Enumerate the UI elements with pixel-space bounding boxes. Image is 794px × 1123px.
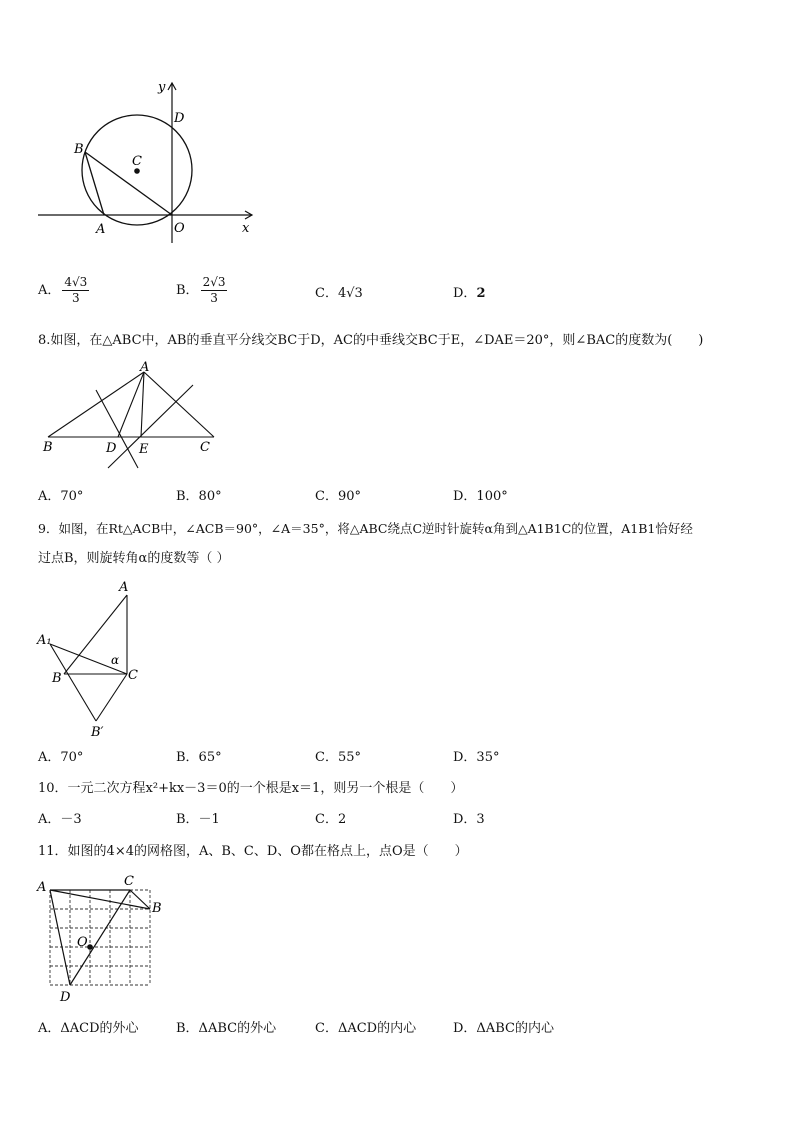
q9-figure: [32, 578, 152, 743]
perp-bisector-ac: [108, 385, 193, 468]
segment-ac: [144, 372, 214, 437]
label-d: D: [106, 441, 117, 456]
q11-option-b[interactable]: B．ΔABC的外心: [176, 1021, 277, 1036]
fraction: [62, 275, 89, 306]
q9-stem-line1: 9．如图，在Rt△ACB中，∠ACB＝90°，∠A＝35°，将△ABC绕点C逆时针旋转α角到△A1B1C的位置，A1B1恰好经: [38, 521, 693, 536]
q8-stem: 8.如图，在△ABC中，AB的垂直平分线交BC于D，AC的中垂线交BC于E，∠DAE＝20°，则∠BAC的度数为( ): [38, 333, 704, 348]
q9-option-c[interactable]: C．55°: [315, 750, 361, 765]
fraction: [201, 275, 228, 306]
segment-ae: [141, 372, 144, 437]
q11-figure: [32, 872, 172, 1007]
numerator: 2√3: [202, 275, 226, 289]
q9-option-b[interactable]: B．65°: [176, 750, 222, 765]
label-d: D: [174, 111, 185, 126]
q8-option-a[interactable]: A．70°: [38, 489, 84, 504]
option-value: 4√3: [337, 286, 363, 301]
option-letter: C．: [315, 286, 338, 301]
denominator: 3: [210, 291, 218, 305]
center-point-c: [134, 168, 140, 174]
q11-option-c[interactable]: C．ΔACD的内心: [315, 1021, 417, 1036]
label-a: A: [140, 360, 150, 375]
q11-option-d[interactable]: D．ΔABC的内心: [453, 1021, 554, 1036]
q10-option-b[interactable]: B．－1: [176, 812, 220, 827]
label-c: C: [200, 440, 210, 455]
q7-option-a[interactable]: [38, 275, 89, 306]
label-y: y: [158, 80, 166, 95]
q10-option-c[interactable]: C．2: [315, 812, 347, 827]
q9-option-a[interactable]: A．70°: [38, 750, 84, 765]
option-value: 2: [476, 286, 486, 301]
label-d: D: [60, 990, 71, 1005]
label-e: E: [139, 442, 149, 457]
q7-figure: [30, 75, 270, 245]
label-o: O: [174, 221, 185, 236]
label-b: B: [74, 142, 84, 157]
segment-ab: [48, 372, 144, 437]
denominator: 3: [72, 291, 80, 305]
q8-option-d[interactable]: D．100°: [453, 489, 508, 504]
label-a: A: [37, 880, 47, 895]
option-letter: A．: [38, 283, 61, 298]
label-a: A: [119, 580, 129, 595]
q8-option-c[interactable]: C．90°: [315, 489, 361, 504]
q9-option-d[interactable]: D．35°: [453, 750, 500, 765]
q10-option-a[interactable]: A．－3: [38, 812, 82, 827]
q9-stem-line2: 过点B，则旋转角α的度数等（ ）: [38, 551, 230, 566]
label-b1: B′: [91, 725, 104, 740]
label-alpha: α: [111, 653, 120, 667]
label-b: B: [152, 901, 162, 916]
label-b: B: [43, 440, 53, 455]
q7-option-b[interactable]: [176, 275, 227, 306]
label-o: O: [77, 935, 88, 950]
q11-stem: 11．如图的4×4的网格图，A、B、C、D、O都在格点上，点O是（ ）: [38, 844, 468, 859]
label-c: C: [124, 874, 134, 889]
q7-option-d[interactable]: [453, 285, 485, 303]
q11-option-a[interactable]: A．ΔACD的外心: [38, 1021, 139, 1036]
numerator: 4√3: [64, 275, 88, 289]
option-letter: D．: [453, 286, 477, 301]
label-c: C: [128, 668, 138, 683]
segment-ab: [50, 890, 150, 909]
label-b: B: [52, 671, 62, 686]
q8-figure: [38, 360, 228, 480]
segment-b1c: [96, 674, 127, 721]
segment-bo: [85, 152, 172, 215]
label-c: C: [132, 154, 142, 169]
option-letter: B．: [176, 283, 199, 298]
q8-option-b[interactable]: B．80°: [176, 489, 222, 504]
q10-stem: 10．一元二次方程x²+kx－3＝0的一个根是x＝1，则另一个根是（ ）: [38, 781, 464, 796]
point-o: [87, 944, 93, 950]
label-a: A: [96, 222, 106, 237]
segment-ad: [50, 890, 70, 985]
q10-option-d[interactable]: D．3: [453, 812, 485, 827]
q7-option-c[interactable]: [315, 285, 363, 303]
label-a1: A₁: [37, 633, 52, 648]
label-x: x: [242, 221, 250, 236]
segment-ad: [118, 372, 144, 437]
